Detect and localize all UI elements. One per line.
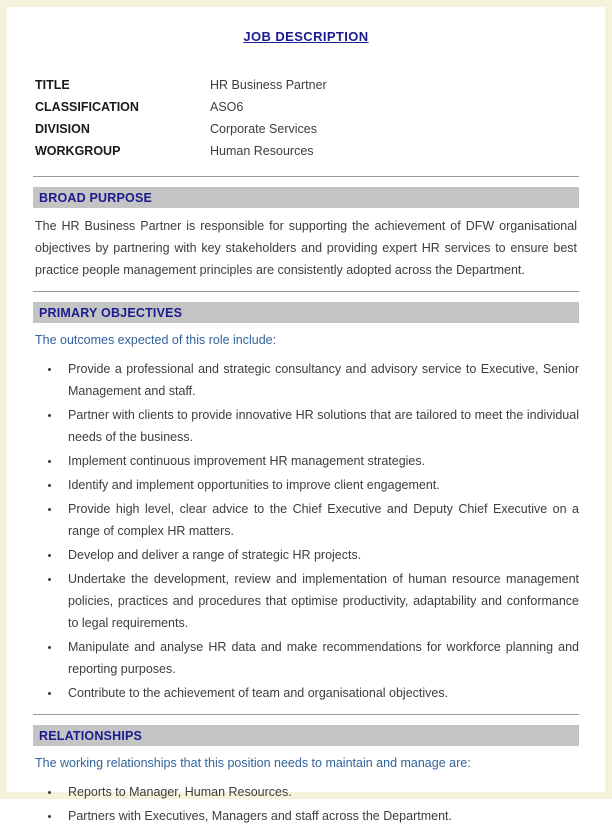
objective-text: Provide high level, clear advice to the Chief Executive and Deputy Chief Executive on a range of complex HR matters. xyxy=(68,502,579,538)
objective-text: Implement continuous improvement HR management strategies. xyxy=(68,454,426,468)
relationship-item xyxy=(61,781,579,803)
field-label-division: DIVISION xyxy=(35,122,90,136)
objective-item xyxy=(61,682,579,704)
objective-item xyxy=(61,358,579,402)
field-value-workgroup: Human Resources xyxy=(210,144,314,158)
divider xyxy=(33,176,579,177)
section-header-primary-objectives: PRIMARY OBJECTIVES xyxy=(33,302,579,323)
section-header-relationships: RELATIONSHIPS xyxy=(33,725,579,746)
objective-text: Develop and deliver a range of strategic HR projects. xyxy=(68,548,362,562)
job-fields xyxy=(35,74,577,162)
objective-text: Manipulate and analyse HR data and make recommendations for workforce planning and reporting purposes. xyxy=(68,640,579,676)
relationship-text: Partners with Executives, Managers and staff across the Department. xyxy=(68,809,452,823)
objective-text: Provide a professional and strategic consultancy and advisory service to Executive, Senior Management and staff. xyxy=(68,362,579,398)
field-row-division xyxy=(35,118,577,140)
objective-item xyxy=(61,636,579,680)
field-label-title: TITLE xyxy=(35,78,70,92)
objective-text: Contribute to the achievement of team and organisational objectives. xyxy=(68,686,449,700)
broad-purpose-paragraph: The HR Business Partner is responsible for supporting the achievement of DFW organisational objectives by partnering with key stakeholders and providing expert HR services to ensure best practice people management principles are consistently adopted across the Department. xyxy=(35,219,577,277)
objective-item xyxy=(61,404,579,448)
relationship-text: Reports to Manager, Human Resources. xyxy=(68,785,292,799)
field-row-classification xyxy=(35,96,577,118)
divider xyxy=(33,714,579,715)
document-page xyxy=(7,7,605,823)
field-value-classification: ASO6 xyxy=(210,100,244,114)
objective-item xyxy=(61,568,579,634)
document-title: JOB DESCRIPTION xyxy=(243,29,369,44)
objective-text: Identify and implement opportunities to improve client engagement. xyxy=(68,478,440,492)
objective-item xyxy=(61,498,579,542)
field-value-division: Corporate Services xyxy=(210,122,317,136)
objective-item xyxy=(61,450,579,472)
primary-objectives-intro: The outcomes expected of this role include: xyxy=(35,333,277,347)
primary-objectives-list xyxy=(33,358,579,704)
objective-item xyxy=(61,474,579,496)
section-header-broad-purpose: BROAD PURPOSE xyxy=(33,187,579,208)
relationship-item xyxy=(61,805,579,827)
objective-text: Undertake the development, review and implementation of human resource management policies, practices and procedures that optimise productivity, adaptability and conformance to legal requirements. xyxy=(68,572,579,630)
divider xyxy=(33,291,579,292)
field-value-title: HR Business Partner xyxy=(210,78,327,92)
field-label-classification: CLASSIFICATION xyxy=(35,100,139,114)
relationships-list xyxy=(33,781,579,827)
objective-text: Partner with clients to provide innovative HR solutions that are tailored to meet the individual needs of the business. xyxy=(68,408,579,444)
relationships-intro: The working relationships that this position needs to maintain and manage are: xyxy=(35,756,471,770)
field-row-title xyxy=(35,74,577,96)
objective-item xyxy=(61,544,579,566)
field-label-workgroup: WORKGROUP xyxy=(35,144,121,158)
field-row-workgroup xyxy=(35,140,577,162)
